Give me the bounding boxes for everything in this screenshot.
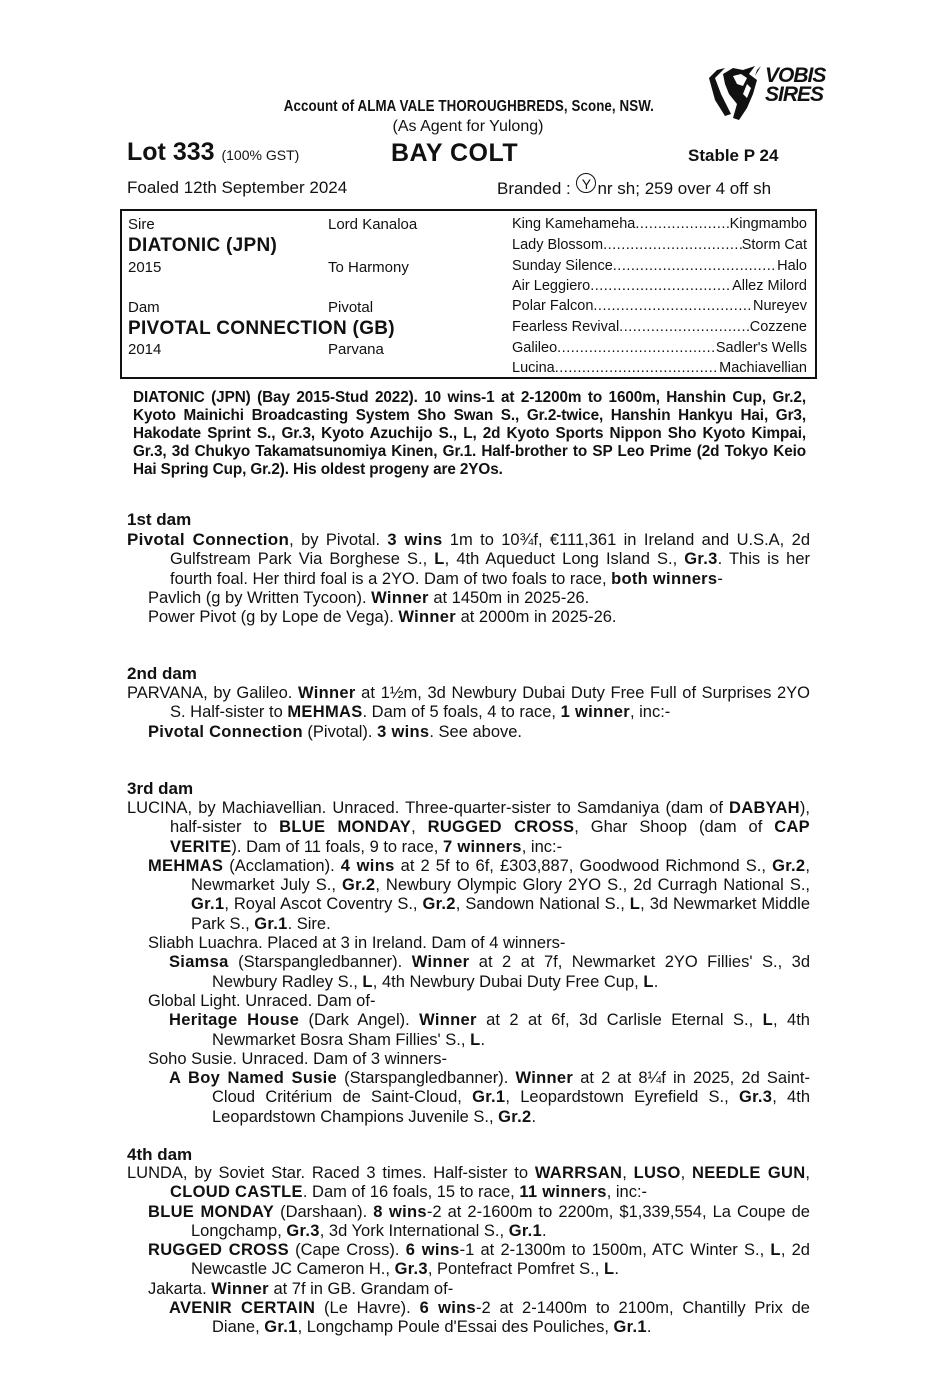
horse: WARRSAN <box>534 1164 623 1182</box>
text: , <box>622 1164 634 1182</box>
grade: Gr.1 <box>264 1318 298 1337</box>
gp-right: Allez Milord <box>732 278 807 294</box>
progeny-entry <box>127 723 810 742</box>
text: (Starspangledbanner). <box>337 1069 516 1088</box>
dam-name: PIVOTAL CONNECTION (GB) <box>128 318 395 339</box>
result: Winner <box>419 1011 477 1030</box>
gp-left: Air Leggiero <box>512 278 591 294</box>
fourth-dam-heading: 4th dam <box>127 1145 193 1164</box>
horse: LUSO <box>633 1164 681 1182</box>
text: LUNDA, by Soviet Star. Raced 3 times. Half-sister to <box>127 1164 535 1182</box>
text: . See above. <box>429 722 523 741</box>
text: . <box>646 1318 652 1337</box>
horse-description: BAY COLT <box>391 139 519 167</box>
text: ), half-sister to <box>170 799 810 837</box>
daughter-entry: Sliabh Luachra. Placed at 3 in Ireland. Dam of 4 winners- <box>148 934 566 953</box>
text: , inc:- <box>606 1183 648 1202</box>
branded-label: Branded : <box>497 179 571 198</box>
progeny-entry <box>127 953 810 992</box>
text: , Sandown National S., <box>455 895 630 914</box>
text: . Dam of 5 foals, 4 to race, <box>362 703 561 722</box>
text: , by Pivotal. <box>289 531 388 549</box>
sire-dam: To Harmony <box>328 259 409 276</box>
text: PARVANA, by Galileo. <box>127 684 298 702</box>
foal-entry <box>127 608 810 627</box>
foal-name: Pavlich (g by Written Tycoon). <box>148 588 372 607</box>
horse-jockey-logo-icon <box>703 64 763 122</box>
gp-left: King Kamehameha <box>512 216 636 232</box>
grade: L <box>470 1030 481 1049</box>
branded-detail: nr sh; 259 over 4 off sh <box>597 179 772 198</box>
text: . <box>614 1260 619 1279</box>
second-dam-paragraph <box>127 684 810 723</box>
lot-label: Lot 333 <box>127 138 215 166</box>
grade: Gr.1 <box>508 1221 542 1240</box>
foal-result: Winner <box>398 608 456 627</box>
third-dam-heading: 3rd dam <box>127 779 194 798</box>
horse: MEHMAS <box>148 856 224 875</box>
result: Winner <box>211 1279 269 1298</box>
text: -2 at 2-1600m to 2200m, $1,339,554, La Coupe de Longchamp, <box>191 1202 810 1240</box>
grandparent-row <box>512 298 807 314</box>
wins: 3 wins <box>377 722 430 741</box>
gp-left: Fearless Revival <box>512 319 620 335</box>
dam-name: Pivotal Connection <box>127 530 290 549</box>
fourth-dam-paragraph <box>127 1164 810 1203</box>
progeny-entry <box>127 1011 810 1050</box>
text: -1 at 2-1300m to 1500m, ATC Winter S., <box>459 1241 771 1260</box>
text: - <box>717 569 723 588</box>
first-dam-paragraph <box>127 530 810 589</box>
progeny-entry <box>127 1299 810 1338</box>
daughter-entry <box>127 1280 810 1299</box>
horse: A Boy Named Susie <box>169 1069 338 1088</box>
fourth-dam-section <box>127 1164 810 1338</box>
text: , 4th Leopardstown Champions Juvenile S., <box>212 1088 810 1126</box>
text: at 1½m, 3d Newbury Dubai Duty Free Full of Surprises 2YO S. Half-sister to <box>170 684 810 722</box>
text: , 3d York International S., <box>319 1221 509 1240</box>
result: Winner <box>515 1069 574 1088</box>
grade: L <box>629 895 641 914</box>
winners: 11 winners <box>519 1183 607 1202</box>
wins: 3 wins <box>387 531 443 549</box>
grade: Gr.2 <box>498 1107 532 1126</box>
text: . <box>531 1107 537 1126</box>
gp-left: Lucina <box>512 360 555 376</box>
gp-left: Galileo <box>512 340 558 356</box>
winners: 1 winner <box>560 703 630 722</box>
dam-sire: Pivotal <box>328 299 374 316</box>
sire-label: Sire <box>128 216 155 233</box>
text: , 3d Newmarket Middle Park S., <box>191 895 811 933</box>
first-dam-section <box>127 530 810 627</box>
grade: L <box>434 550 445 569</box>
text: (Dark Angel). <box>299 1011 420 1030</box>
daughter-entry: Global Light. Unraced. Dam of- <box>148 991 376 1010</box>
text: , <box>680 1164 693 1182</box>
sire-sire: Lord Kanaloa <box>328 216 418 233</box>
text: . <box>542 1221 547 1240</box>
text: (Acclamation). <box>223 856 341 875</box>
grade: Gr.3 <box>738 1088 773 1107</box>
text: . Sire. <box>287 914 331 933</box>
horse: Siamsa <box>169 953 229 972</box>
logo-line1: VOBIS <box>765 64 826 87</box>
grade: Gr.3 <box>286 1221 320 1240</box>
progeny-entry <box>127 1203 810 1242</box>
horse: NEEDLE GUN <box>692 1164 806 1182</box>
gp-right: Halo <box>777 258 807 274</box>
gst-note: (100% GST) <box>221 147 300 163</box>
text: , Leopardstown Eyrefield S., <box>505 1088 739 1107</box>
grade: Gr.2 <box>772 856 806 875</box>
grade: Gr.2 <box>422 895 456 914</box>
grade: Gr.3 <box>684 550 718 569</box>
text: . This is her fourth foal. Her third foal is a 2YO. Dam of two foals to race, <box>170 550 810 588</box>
grade: L <box>762 1011 774 1030</box>
grandparent-row <box>512 340 807 356</box>
winners: both winners <box>611 569 718 588</box>
progeny-entry <box>127 857 810 934</box>
sire-name: DIATONIC (JPN) <box>128 235 278 256</box>
dam-dam: Parvana <box>328 341 384 358</box>
text: , 2d Newcastle JC Cameron H., <box>191 1241 810 1279</box>
foaled-date: Foaled 12th September 2024 <box>127 178 348 197</box>
horse: RUGGED CROSS <box>427 818 575 837</box>
horse: MEHMAS <box>287 703 363 722</box>
text: at 2 5f to 6f, £303,887, Goodwood Richmond S., <box>394 856 773 875</box>
lot-number <box>127 138 299 167</box>
grade: L <box>770 1241 781 1260</box>
grandparent-row <box>512 237 807 253</box>
grade: Gr.1 <box>254 914 288 933</box>
sire-year: 2015 <box>128 259 162 276</box>
foal-detail: at 1450m in 2025-26. <box>428 588 590 607</box>
foal-result: Winner <box>371 588 429 607</box>
vendor-account: Account of ALMA VALE THOROUGHBREDS, Scone, NSW. <box>283 98 654 115</box>
gp-right: Machiavellian <box>719 360 807 376</box>
grade: L <box>362 972 373 991</box>
text: , Longchamp Poule d'Essai des Pouliches, <box>297 1318 614 1337</box>
text: , Royal Ascot Coventry S., <box>224 895 423 914</box>
text: (Darshaan). <box>274 1202 374 1221</box>
text: , 4th Newmarket Bosra Sham Fillies' S., <box>212 1011 810 1049</box>
second-dam-heading: 2nd dam <box>127 664 197 683</box>
pedigree-table <box>120 209 817 379</box>
text: , inc:- <box>521 837 563 856</box>
gp-right: Nureyev <box>753 298 807 314</box>
horse: BLUE MONDAY <box>279 818 412 837</box>
text: . <box>653 972 659 991</box>
horse: AVENIR CERTAIN <box>169 1299 316 1318</box>
grade: Gr.3 <box>394 1260 428 1279</box>
text: , <box>805 1164 811 1182</box>
text: at 2 at 8¼f in 2025, 2d Saint-Cloud Critérium de Saint-Cloud, <box>212 1069 810 1107</box>
text: -2 at 2-1400m to 2100m, Chantilly Prix de Diane, <box>212 1299 810 1337</box>
result: Winner <box>411 953 470 972</box>
second-dam-section <box>127 684 810 742</box>
progeny-entry <box>127 1241 810 1280</box>
daughter-entry: Soho Susie. Unraced. Dam of 3 winners- <box>148 1049 447 1068</box>
winners: 7 winners <box>442 837 522 856</box>
gp-right: Sadler's Wells <box>715 340 807 356</box>
brand-info <box>497 178 771 199</box>
text: , Ghar Shoop (dam of <box>574 818 775 837</box>
text: Jakarta. <box>148 1279 212 1298</box>
dam-year: 2014 <box>128 341 162 358</box>
third-dam-paragraph <box>127 799 810 857</box>
gp-left: Sunday Silence <box>512 258 613 274</box>
grandparent-row <box>512 319 807 335</box>
grade: Gr.1 <box>191 895 225 914</box>
grade: L <box>643 972 654 991</box>
text: ). Dam of 11 foals, 9 to race, <box>231 837 443 856</box>
horse: CAP VERITE <box>170 818 810 856</box>
wins: 6 wins <box>419 1299 477 1318</box>
text: , <box>411 818 428 837</box>
text: (Cape Cross). <box>288 1241 406 1260</box>
brand-mark-icon: Y <box>576 173 596 193</box>
progeny-entry <box>127 1069 810 1127</box>
text: LUCINA, by Machiavellian. Unraced. Three-quarter-sister to Samdaniya (dam of <box>127 799 730 817</box>
grandparent-row <box>512 258 807 274</box>
wins: 4 wins <box>340 856 395 875</box>
text: , 4th Aqueduct Long Island S., <box>444 550 685 569</box>
horse: RUGGED CROSS <box>148 1241 289 1260</box>
grade: Gr.2 <box>342 876 376 895</box>
grandparent-row <box>512 360 807 376</box>
text: (Le Havre). <box>315 1299 420 1318</box>
agent-note: (As Agent for Yulong) <box>392 118 544 135</box>
first-dam-heading: 1st dam <box>127 510 192 529</box>
gp-left: Polar Falcon <box>512 298 594 314</box>
text: at 7f in GB. Grandam of- <box>268 1279 454 1298</box>
text: at 2 at 7f, Newmarket 2YO Fillies' S., 3d Newbury Radley S., <box>212 953 810 991</box>
third-dam-section <box>127 799 810 1127</box>
horse: CLOUD CASTLE <box>170 1183 303 1202</box>
grandparent-row <box>512 278 807 294</box>
horse: BLUE MONDAY <box>148 1202 275 1221</box>
text: . <box>480 1030 486 1049</box>
text: , 4th Newbury Dubai Duty Free Cup, <box>372 972 644 991</box>
foal-entry <box>127 589 810 608</box>
sire-description: DIATONIC (JPN) (Bay 2015-Stud 2022). 10 wins-1 at 2-1200m to 1600m, Hanshin Cup, Gr.2, Kyoto Mainichi Broadcasting System Sho Swan S., Gr.2-twice, Hanshin Hankyu Hai, Gr3, Hakodate Sprint S., Gr.3, Kyoto Azuchijo S., L, 2d Kyoto Sports Nippon Sho Kyoto Kimpai, Gr.3, 3d Chukyo Takamatsunomiya Kinen, Gr.1. Half-brother to SP Leo Prime (2d Tokyo Keio Hai Spring Cup, Gr.2). His oldest progeny are 2YOs. <box>133 389 806 478</box>
grade: L <box>603 1260 615 1279</box>
stable-location: Stable P 24 <box>688 146 779 165</box>
wins: 8 wins <box>373 1202 427 1221</box>
gp-left: Lady Blossom <box>512 237 604 253</box>
foal-detail: at 2000m in 2025-26. <box>455 608 617 627</box>
text: (Starspangledbanner). <box>228 953 412 972</box>
horse: DABYAH <box>729 799 800 817</box>
horse: Heritage House <box>169 1011 300 1030</box>
gp-right: Storm Cat <box>741 237 807 253</box>
dam-label: Dam <box>128 299 160 316</box>
result: Winner <box>297 684 356 702</box>
grade: Gr.1 <box>472 1088 506 1107</box>
foal-name: Power Pivot (g by Lope de Vega). <box>148 608 399 627</box>
horse: Pivotal Connection <box>148 722 303 741</box>
logo-line2: SIRES <box>765 83 824 106</box>
vobis-sires-logo <box>703 64 843 122</box>
wins: 6 wins <box>405 1241 460 1260</box>
grade: Gr.1 <box>613 1318 647 1337</box>
gp-right: Cozzene <box>749 319 807 335</box>
text: , Newmarket July S., <box>191 856 810 895</box>
text: , inc:- <box>629 703 671 722</box>
text: . Dam of 16 foals, 15 to race, <box>302 1183 520 1202</box>
grandparent-row <box>512 216 807 232</box>
text: , Newbury Olympic Glory 2YO S., 2d Curragh National S., <box>375 876 810 895</box>
text: (Pivotal). <box>302 722 378 741</box>
text: 1m to 10¾f, €111,361 in Ireland and U.S.A, 2d Gulfstream Park Via Borghese S., <box>170 531 810 569</box>
text: at 2 at 6f, 3d Carlisle Eternal S., <box>476 1011 763 1030</box>
gp-right: Kingmambo <box>729 216 807 232</box>
text: , Pontefract Pomfret S., <box>427 1260 604 1279</box>
